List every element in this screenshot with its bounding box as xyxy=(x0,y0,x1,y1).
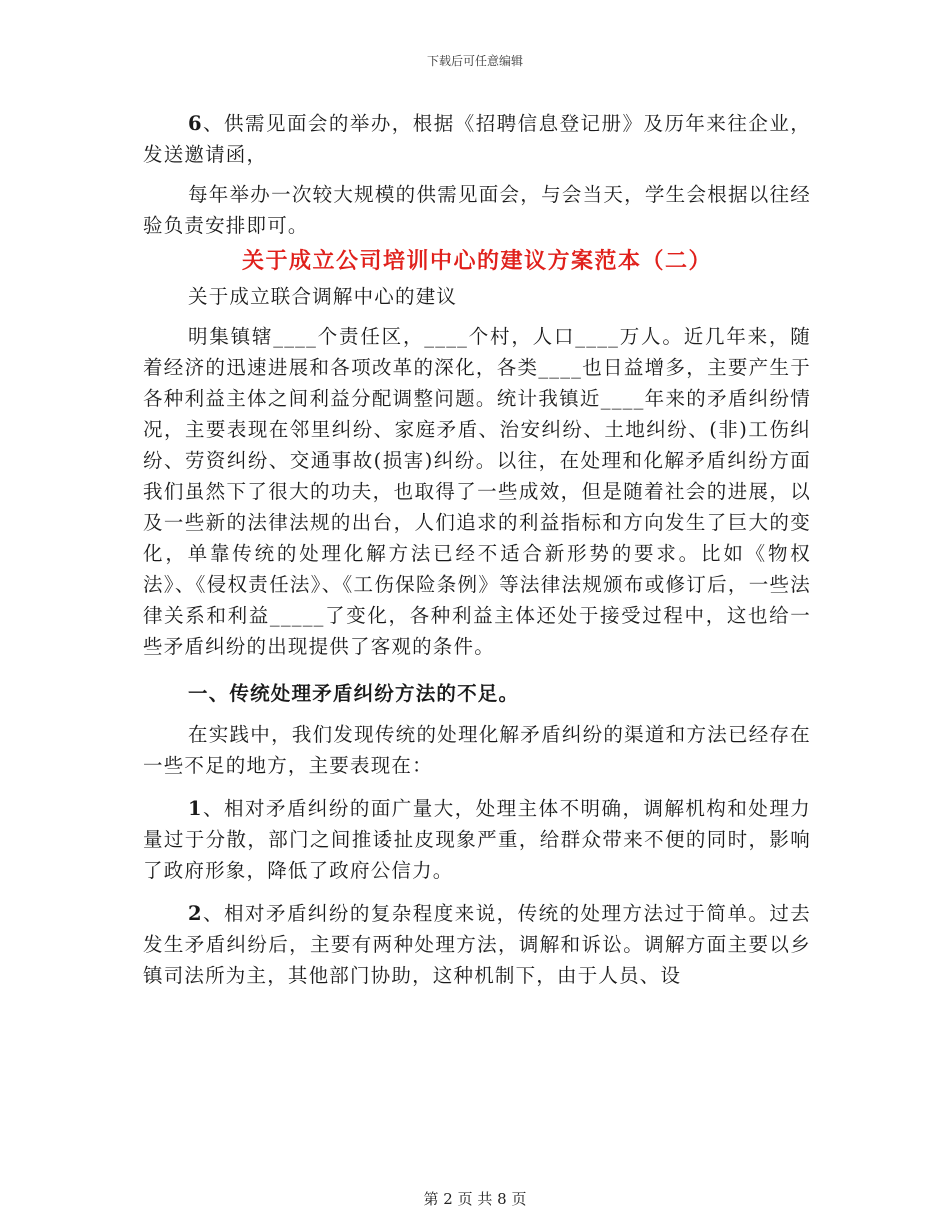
item-number: 6 xyxy=(188,112,203,135)
paragraph: 明集镇辖____个责任区，____个村，人口____万人。近几年来，随着经济的迅速进展和各项改革的深化，各类____也日益增多，主要产生于各种利益主体之间利益分配调整问题。统计我镇近____年来的矛盾纠纷情况，主要表现在邻里纠纷、家庭矛盾、治安纠纷、土地纠纷、(非)工伤纠纷、劳资纠纷、交通事故(损害)纠纷。以往，在处理和化解矛盾纠纷方面我们虽然下了很大的功夫，也取得了一些成效，但是随着社会的进展，以及一些新的法律法规的出台，人们追求的利益指标和方向发生了巨大的变化，单靠传统的处理化解方法已经不适合新形势的要求。比如《物权法》、《侵权责任法》、《工伤保险条例》等法律法规颁布或修订后，一些法律关系和利益_____了变化，各种利益主体还处于接受过程中，这也给一些矛盾纠纷的出现提供了客观的条件。 xyxy=(143,325,811,658)
document-body xyxy=(143,108,811,991)
item-number: 2 xyxy=(188,902,203,925)
paragraph: 每年举办一次较大规模的供需见面会，与会当天，学生会根据以往经验负责安排即可。 xyxy=(143,183,811,237)
item-number: 1 xyxy=(188,797,203,820)
paragraph-text: 、相对矛盾纠纷的面广量大，处理主体不明确，调解机构和处理力量过于分散，部门之间推诿扯皮现象严重，给群众带来不便的同时，影响了政府形象，降低了政府公信力。 xyxy=(143,797,811,882)
page-footer: 第 2 页 共 8 页 xyxy=(423,1190,527,1208)
paragraph-item-6 xyxy=(143,108,811,170)
document-title: 关于成立公司培训中心的建议方案范本（二） xyxy=(241,248,712,274)
document-subtitle: 关于成立联合调解中心的建议 xyxy=(188,285,458,308)
paragraph-item-2 xyxy=(143,898,811,991)
paragraph: 在实践中，我们发现传统的处理化解矛盾纠纷的渠道和方法已经存在一些不足的地方，主要表现在： xyxy=(143,723,811,777)
section-heading: 一、传统处理矛盾纠纷方法的不足。 xyxy=(188,682,520,705)
paragraph-item-1 xyxy=(143,793,811,886)
paragraph-text: 、供需见面会的举办，根据《招聘信息登记册》及历年来往企业，发送邀请函， xyxy=(143,112,811,166)
paragraph-text: 、相对矛盾纠纷的复杂程度来说，传统的处理方法过于简单。过去发生矛盾纠纷后，主要有两种处理方法，调解和诉讼。调解方面主要以乡镇司法所为主，其他部门协助，这种机制下，由于人员、设 xyxy=(143,902,811,987)
page-header: 下载后可任意编辑 xyxy=(426,54,523,68)
